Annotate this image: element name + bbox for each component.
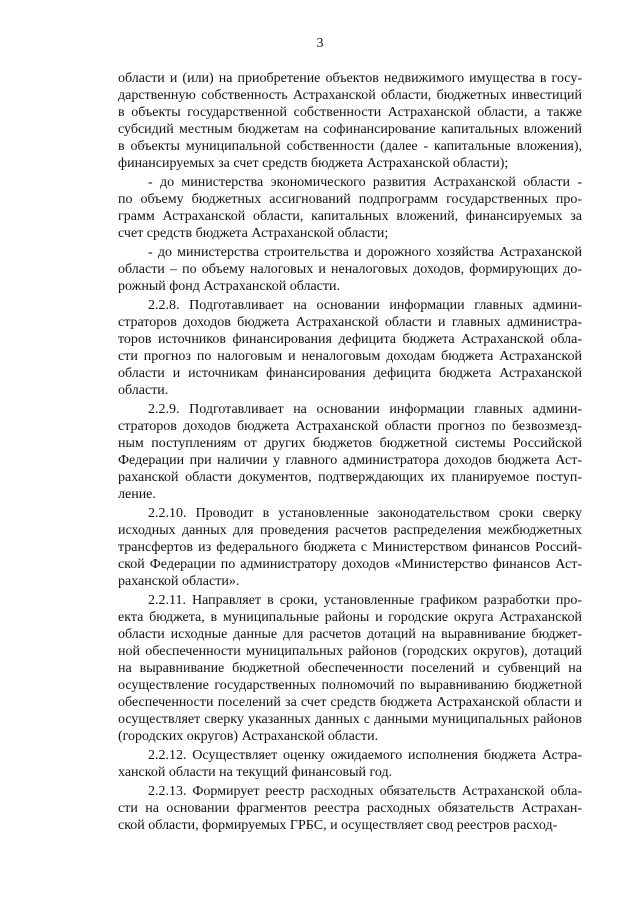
paragraph — [118, 783, 582, 834]
text-line: грамм Астраханской области, капитальных вложений, финансируемых за — [118, 209, 582, 224]
text-line: 2.2.11. Направляет в сроки, установленные графиком разработки про- — [148, 593, 582, 608]
text-line: по объему бюджетных ассигнований подпрограмм государственных про- — [118, 192, 582, 207]
paragraph — [118, 297, 582, 399]
page-number: 3 — [316, 36, 324, 51]
text-line: (городских округов) Астраханской области. — [118, 729, 379, 744]
text-line: сти прогноз по налоговым и неналоговым доходам бюджета Астраханской — [118, 349, 582, 364]
text-line: ской области, формируемых ГРБС, и осуществляет свод реестров расход- — [118, 818, 558, 833]
text-line: на выравнивание бюджетной обеспеченности поселений и субвенций на — [118, 661, 582, 676]
text-line: трансфертов из федерального бюджета с Министерством финансов Россий- — [118, 540, 582, 555]
text-line: ление. — [118, 487, 156, 502]
text-line: - до министерства строительства и дорожного хозяйства Астраханской — [148, 245, 582, 260]
text-line: области и источникам финансирования дефицита бюджета Астраханской — [118, 366, 582, 381]
text-line: ной обеспеченности муниципальных районов (городских округов), дотаций — [118, 644, 582, 659]
text-line: ской Федерации по администратору доходов «Министерство финансов Аст- — [118, 557, 582, 572]
text-line: Федерации при наличии у главного администратора доходов бюджета Аст- — [118, 453, 582, 468]
text-line: раханской области». — [118, 574, 240, 589]
paragraph — [118, 174, 582, 242]
paragraph — [118, 747, 582, 781]
text-line: обеспеченности поселений за счет средств бюджета Астраханской области и — [118, 695, 582, 710]
text-line: - до министерства экономического развития Астраханской области - — [148, 175, 582, 190]
text-line: 2.2.8. Подготавливает на основании информации главных админи- — [148, 298, 582, 313]
paragraph — [118, 401, 582, 503]
text-line: 2.2.13. Формирует реестр расходных обязательств Астраханской обла- — [148, 784, 582, 799]
text-line: субсидий местным бюджетам на софинансирование капитальных вложений — [118, 122, 582, 137]
text-line: сти на основании фрагментов реестра расходных обязательств Астрахан- — [118, 801, 582, 816]
document-body — [118, 70, 582, 836]
text-line: осуществление государственных полномочий по выравниванию бюджетной — [118, 678, 582, 693]
text-line: 2.2.9. Подготавливает на основании информации главных админи- — [148, 402, 582, 417]
text-line: области исходные данные для расчетов дотаций на выравнивание бюджет- — [118, 627, 582, 642]
text-line: в объекты государственной собственности Астраханской области, а также — [118, 105, 582, 120]
text-line: ным поступлениям от других бюджетов бюджетной системы Российской — [118, 436, 582, 451]
text-line: страторов доходов бюджета Астраханской области и главных администра- — [118, 315, 582, 330]
text-line: рожный фонд Астраханской области. — [118, 279, 340, 294]
text-line: 2.2.12. Осуществляет оценку ожидаемого исполнения бюджета Астра- — [148, 748, 582, 763]
text-line: 2.2.10. Проводит в установленные законодательством сроки сверку — [148, 506, 582, 521]
text-line: области – по объему налоговых и неналоговых доходов, формирующих до- — [118, 262, 582, 277]
paragraph — [118, 592, 582, 745]
text-line: исходных данных для проведения расчетов распределения межбюджетных — [118, 523, 582, 538]
paragraph — [118, 505, 582, 590]
text-line: дарственную собственность Астраханской области, бюджетных инвестиций — [118, 88, 582, 103]
text-line: страторов доходов бюджета Астраханской области прогноз по безвозмезд- — [118, 419, 582, 434]
text-line: области и (или) на приобретение объектов недвижимого имущества в госу- — [118, 71, 582, 86]
paragraph — [118, 244, 582, 295]
text-line: счет средств бюджета Астраханской области; — [118, 226, 389, 241]
text-line: в объекты муниципальной собственности (далее - капитальные вложения), — [118, 139, 582, 154]
text-line: торов источников финансирования дефицита бюджета Астраханской обла- — [118, 332, 582, 347]
text-line: области. — [118, 383, 169, 398]
text-line: осуществляет сверку указанных данных с данными муниципальных районов — [118, 712, 582, 727]
text-line: ханской области на текущий финансовый год. — [118, 765, 393, 780]
paragraph — [118, 70, 582, 172]
text-line: раханской области документов, подтверждающих их планируемое поступ- — [118, 470, 582, 485]
text-line: екта бюджета, в муниципальные районы и городские округа Астраханской — [118, 610, 582, 625]
text-line: финансируемых за счет средств бюджета Астраханской области); — [118, 156, 509, 171]
